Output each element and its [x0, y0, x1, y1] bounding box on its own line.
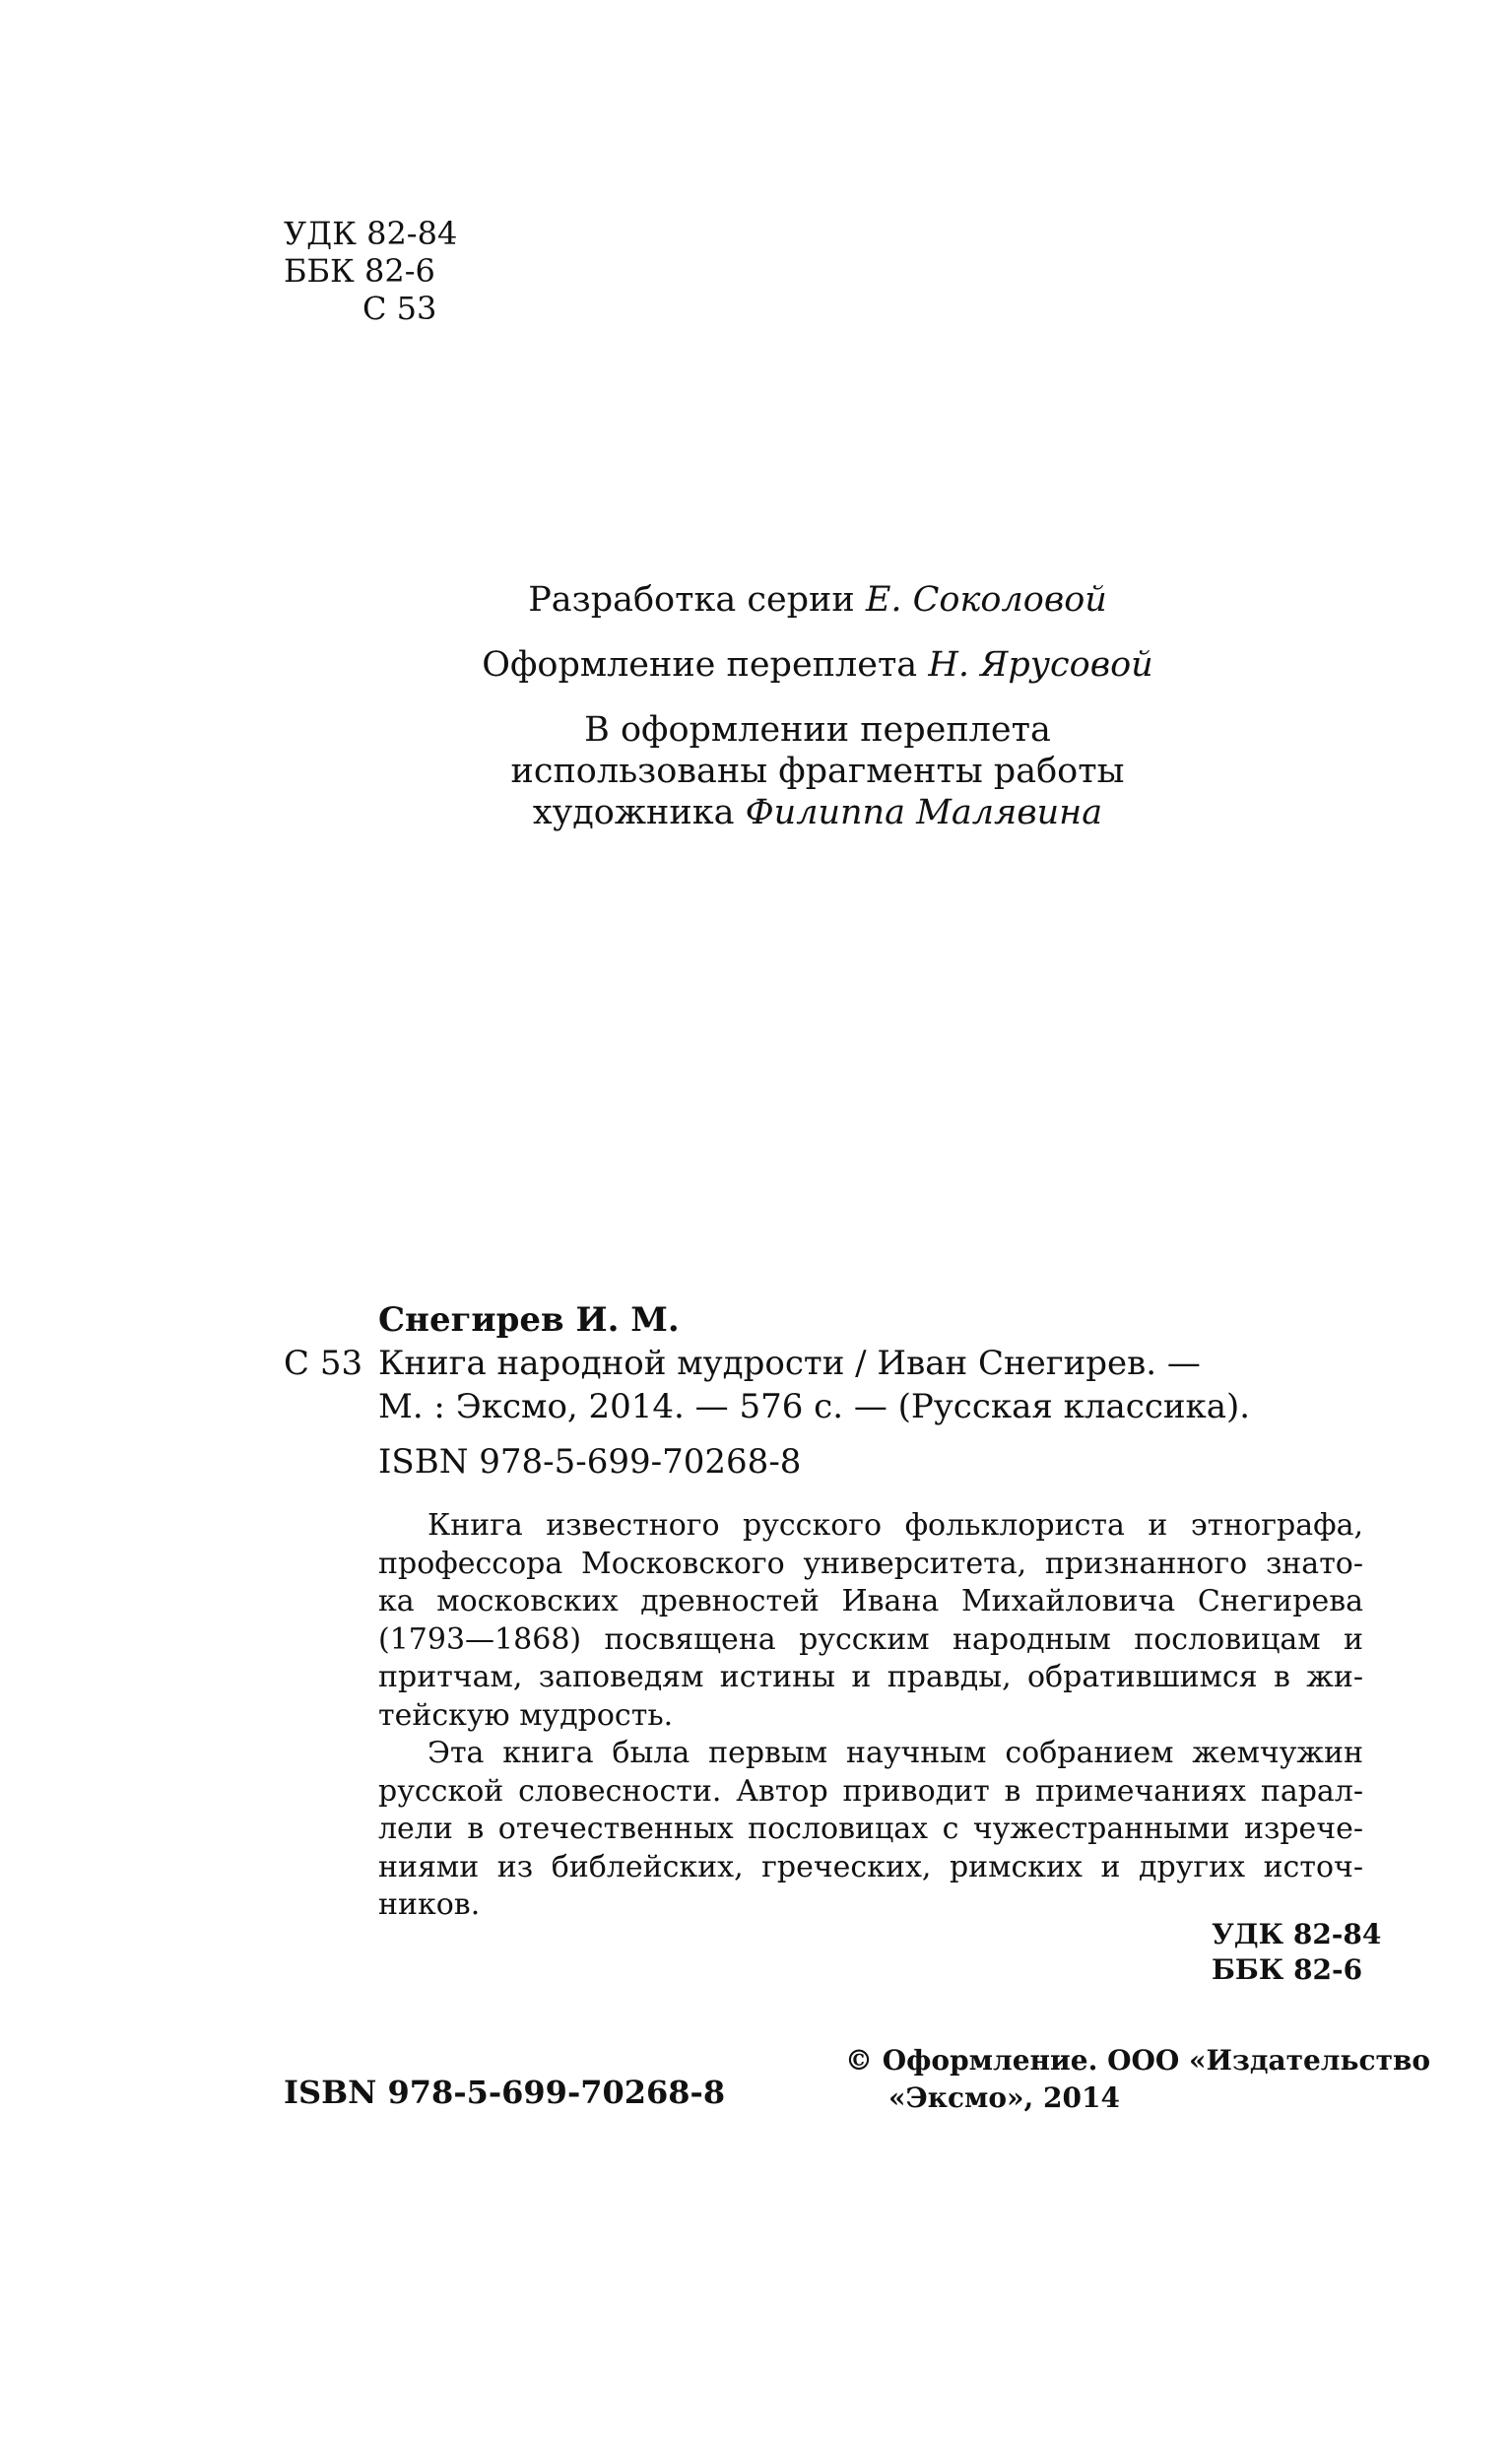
classification-codes-top: [284, 215, 457, 327]
card-author-mark: С 53: [284, 1344, 363, 1383]
udk-code-bottom: УДК 82-84: [1212, 1918, 1382, 1950]
art-credit-line-3: [453, 792, 1182, 833]
card-author: Снегирев И. М.: [378, 1300, 680, 1340]
udk-code: УДК 82-84: [284, 215, 458, 252]
abstract-paragraph-1: [378, 1507, 1363, 1735]
abstract-line: русской словесности. Автор приводит в примечаниях парал-: [378, 1773, 1363, 1809]
art-credit-line-1: В оформлении переплета: [584, 710, 1051, 750]
abstract-line: (1793—1868) посвящена русским народным пословицам и: [378, 1621, 1363, 1657]
art-credit-label: художника: [532, 793, 746, 832]
art-credit: [453, 709, 1182, 833]
card-isbn: ISBN 978-5-699-70268-8: [378, 1442, 802, 1482]
card-description: [378, 1342, 1363, 1428]
art-credit-line-2: использованы фрагменты работы: [510, 752, 1125, 791]
abstract-line: Книга известного русского фольклориста и этнографа,: [427, 1508, 1363, 1543]
card-description-line: Книга народной мудрости / Иван Снегирев. —: [378, 1344, 1201, 1383]
abstract-line: лели в отечественных пословицах с чужестранными изрече-: [378, 1812, 1363, 1846]
classification-codes-bottom: [1212, 1917, 1381, 1988]
series-designer-name: Е. Соколовой: [865, 580, 1107, 620]
credits-block: [453, 579, 1182, 833]
artist-name: Филиппа Малявина: [745, 793, 1103, 832]
copyright-line-2: «Эксмо», 2014: [888, 2081, 1120, 2114]
cover-designer-name: Н. Ярусовой: [928, 645, 1153, 685]
abstract-line: профессора Московского университета, признанного знато-: [378, 1546, 1363, 1581]
bbk-code-bottom: ББК 82-6: [1212, 1953, 1363, 1986]
abstract-line: ка московских древностей Ивана Михайловича Снегирева: [378, 1584, 1363, 1618]
abstract-line: притчам, заповедям истины и правды, обратившимся в жи-: [378, 1660, 1363, 1694]
abstract: [378, 1507, 1363, 1925]
cover-credit: [453, 644, 1182, 686]
copyright-line-1: © Оформление. ООО «Издательство: [845, 2044, 1431, 2077]
abstract-line: Эта книга была первым научным собранием жемчужин: [427, 1736, 1363, 1770]
series-credit: [453, 579, 1182, 621]
series-credit-label: Разработка серии: [528, 580, 866, 620]
abstract-paragraph-2: [378, 1735, 1363, 1925]
author-mark: С 53: [362, 290, 437, 327]
bbk-code: ББК 82-6: [284, 252, 435, 290]
abstract-line: ниями из библейских, греческих, римских и других источ-: [378, 1849, 1363, 1884]
abstract-line: ников.: [378, 1887, 481, 1922]
card-description-line: М. : Эксмо, 2014. — 576 с. — (Русская классика).: [378, 1387, 1251, 1426]
copyright-notice: [845, 2042, 1430, 2117]
abstract-line: тейскую мудрость.: [378, 1697, 674, 1733]
isbn-bottom: ISBN 978-5-699-70268-8: [284, 2074, 726, 2111]
cover-credit-label: Оформление переплета: [482, 645, 929, 685]
